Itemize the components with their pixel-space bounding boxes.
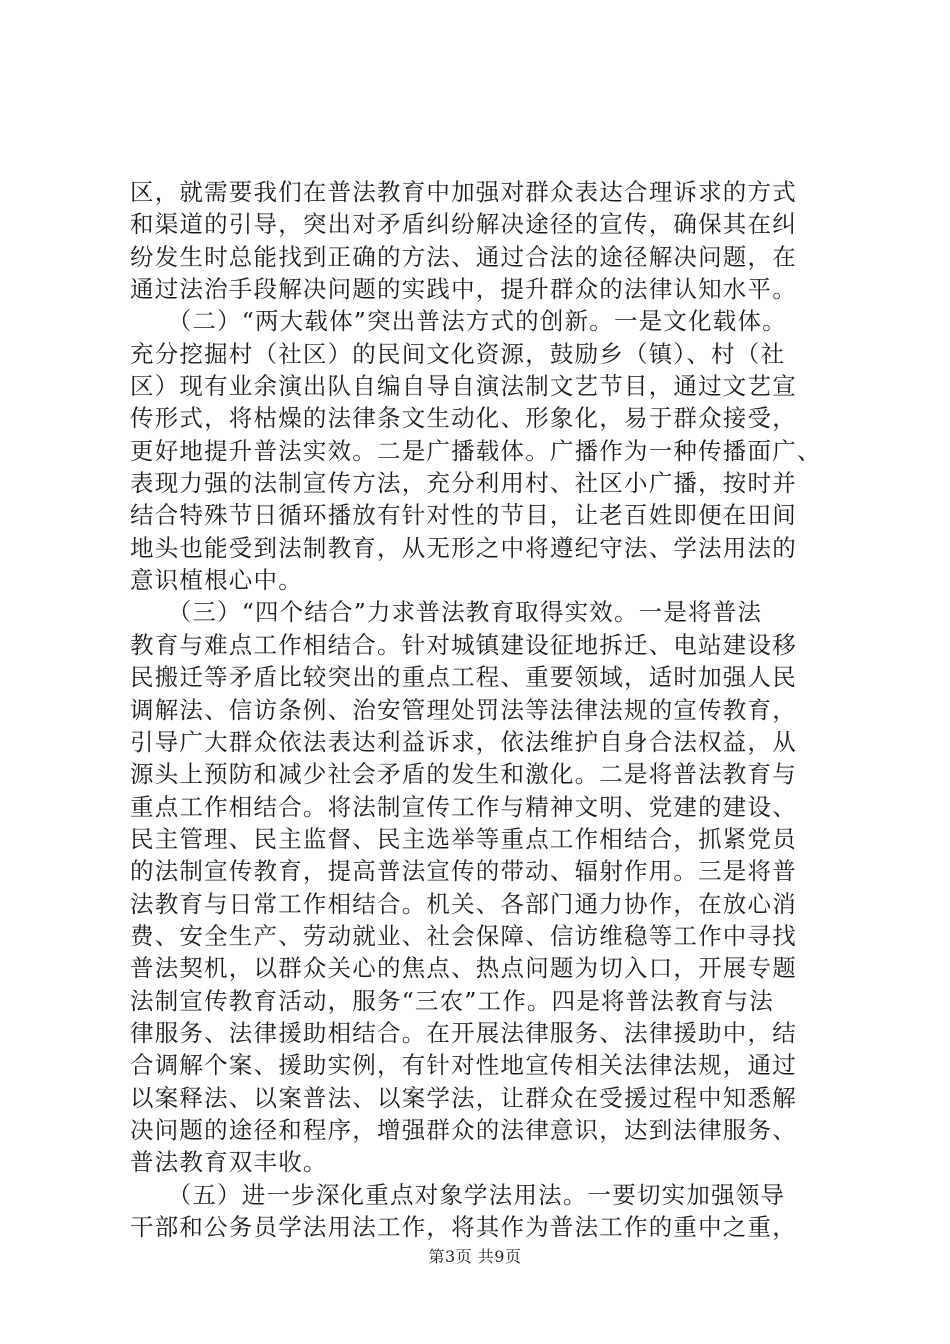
text-line: （三）“四个结合”力求普法教育取得实效。一是将普法 [130,598,763,627]
text-line: 以案释法、以案普法、以案学法，让群众在受援过程中知悉解 [130,1083,797,1112]
text-line: 法教育与日常工作相结合。机关、各部门通力协作，在放心消 [130,889,797,918]
text-line: 区）现有业余演出队自编自导自演法制文艺节目，通过文艺宣 [130,372,797,401]
text-line: 干部和公务员学法用法工作，将其作为普法工作的重中之重， [130,1213,797,1241]
text-line: 合调解个案、援助实例，有针对性地宣传相关法律法规，通过 [130,1051,797,1080]
page-footer: 第3页 共9页 [428,1247,522,1266]
text-line: 传形式，将枯燥的法律条文生动化、形象化，易于群众接受， [130,404,797,433]
text-line: 通过法治手段解决问题的实践中，提升群众的法律认知水平。 [130,275,797,304]
body-text [130,176,870,1243]
text-line: 意识植根心中。 [130,566,303,595]
text-line: 普法契机，以群众关心的焦点、热点问题为切入口，开展专题 [130,954,797,983]
text-line: 充分挖掘村（社区）的民间文化资源，鼓励乡（镇）、村（社 [130,339,786,368]
text-line: 调解法、信访条例、治安管理处罚法等法律法规的宣传教育， [130,695,797,724]
text-line: （二）“两大载体”突出普法方式的创新。一是文化载体。 [130,307,787,336]
text-line: 民主管理、民主监督、民主选举等重点工作相结合，抓紧党员 [130,824,797,853]
text-line: 教育与难点工作相结合。针对城镇建设征地拆迁、电站建设移 [130,630,797,659]
text-line: 决问题的途径和程序，增强群众的法律意识，达到法律服务、 [130,1115,797,1144]
text-line: 更好地提升普法实效。二是广播载体。广播作为一种传播面广、 [130,436,822,465]
text-line: 引导广大群众依法表达利益诉求，依法维护自身合法权益，从 [130,727,797,756]
text-line: 的法制宣传教育，提高普法宣传的带动、辐射作用。三是将普 [130,857,797,886]
text-line: 结合特殊节日循环播放有针对性的节目，让老百姓即便在田间 [130,501,797,530]
text-line: 民搬迁等矛盾比较突出的重点工程、重要领域，适时加强人民 [130,663,797,692]
text-line: 纷发生时总能找到正确的方法、通过合法的途径解决问题，在 [130,242,797,271]
text-line: 法制宣传教育活动，服务“三农”工作。四是将普法教育与法 [130,986,774,1015]
text-line: （五）进一步深化重点对象学法用法。一要切实加强领导 [130,1180,786,1209]
text-line: 地头也能受到法制教育，从无形之中将遵纪守法、学法用法的 [130,533,797,562]
text-line: 表现力强的法制宣传方法，充分利用村、社区小广播，按时并 [130,469,797,498]
text-line: 重点工作相结合。将法制宣传工作与精神文明、党建的建设、 [130,792,797,821]
text-line: 费、安全生产、劳动就业、社会保障、信访维稳等工作中寻找 [130,921,797,950]
text-line: 律服务、法律援助相结合。在开展法律服务、法律援助中，结 [130,1018,797,1047]
text-line: 和渠道的引导，突出对矛盾纠纷解决途径的宣传，确保其在纠 [130,210,797,239]
text-line: 区，就需要我们在普法教育中加强对群众表达合理诉求的方式 [130,178,797,206]
text-line: 普法教育双丰收。 [130,1148,328,1177]
text-line: 源头上预防和减少社会矛盾的发生和激化。二是将普法教育与 [130,760,797,789]
